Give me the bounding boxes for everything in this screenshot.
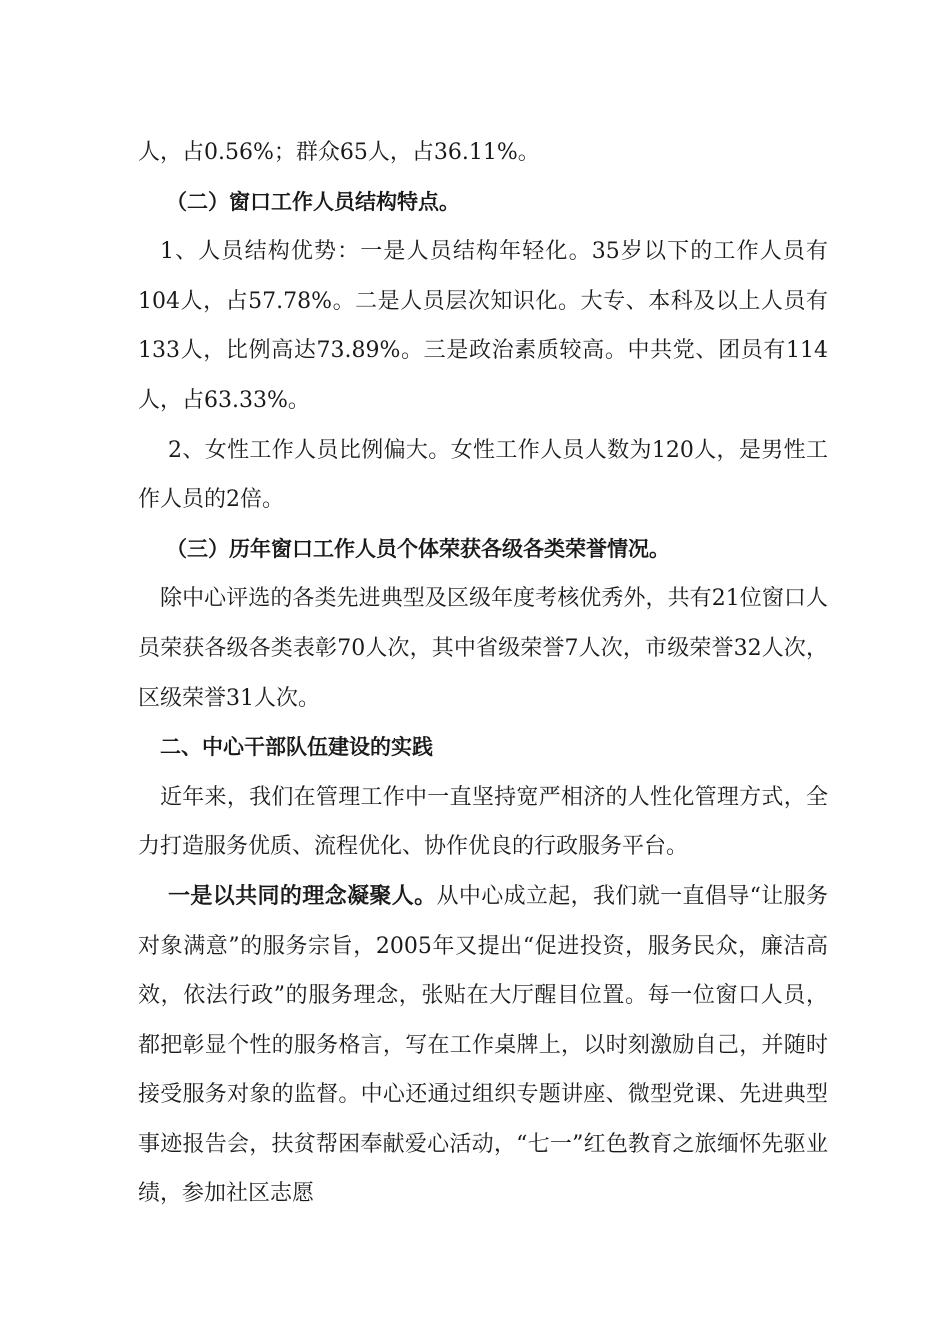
paragraph-continuation: 人，占0.56%；群众65人，占36.11%。: [138, 140, 540, 165]
paragraph-lead-rest: 从中心成立起，我们就一直倡导“让服务对象满意”的服务宗旨，2005年又提出“促进投资，服务民众，廉洁高效，依法行政”的服务理念，张贴在大厅醒目位置。每一位窗口人员，都把彰显个性的服务格言，写在工作桌牌上，以时刻激励自己，并随时接受服务对象的监督。中心还通过组织专题讲座、微型党课、先进典型事迹报告会，扶贫帮困奉献爱心活动，“七一”红色教育之旅缅怀先驱业绩，参加社区志愿: [138, 883, 828, 1207]
paragraph-lead-bold: 一是以共同的理念凝聚人。: [168, 883, 437, 909]
paragraph-female-ratio: 2、女性工作人员比例偏大。女性工作人员人数为120人，是男性工作人员的2倍。: [138, 437, 828, 513]
paragraph-honors: 除中心评选的各类先进典型及区级年度考核优秀外，共有21位窗口人员荣获各级各类表彰70人次，其中省级荣誉7人次，市级荣誉32人次，区级荣誉31人次。: [138, 586, 828, 711]
section-heading-structure: （二）窗口工作人员结构特点。: [166, 189, 460, 214]
paragraph-management: 近年来，我们在管理工作中一直坚持宽严相济的人性化管理方式，全力打造服务优质、流程优化、协作优良的行政服务平台。: [138, 784, 828, 860]
paragraph-shared-ideals: [138, 872, 828, 1219]
document-body: [138, 128, 828, 1219]
section-heading-practice: 二、中心干部队伍建设的实践: [160, 735, 433, 760]
paragraph-structure-advantages: 1、人员结构优势：一是人员结构年轻化。35岁以下的工作人员有104人，占57.78%。二是人员层次知识化。大专、本科及以上人员有133人，比例高达73.89%。三是政治素质较高。中共党、团员有114人，占63.33%。: [138, 239, 828, 413]
section-heading-honors: （三）历年窗口工作人员个体荣获各级各类荣誉情况。: [166, 536, 670, 561]
